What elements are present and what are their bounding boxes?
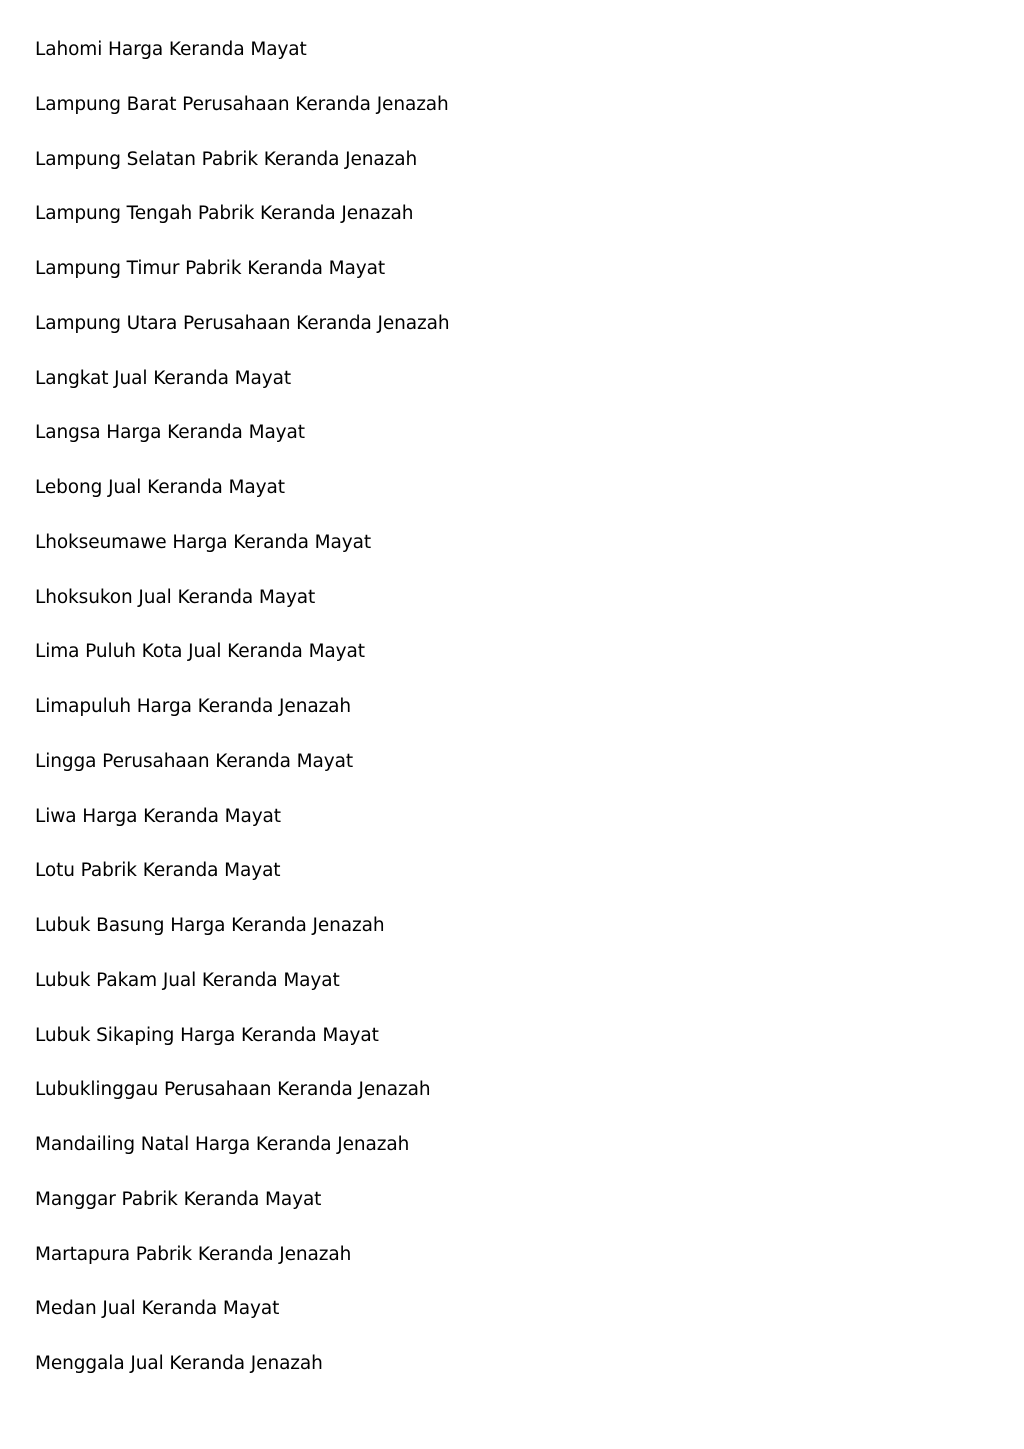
list-item-link[interactable]: Langsa Harga Keranda Mayat: [35, 422, 305, 444]
location-list: [35, 37, 450, 1406]
list-item: [35, 1077, 450, 1132]
list-item-link[interactable]: Langkat Jual Keranda Mayat: [35, 367, 291, 389]
list-item-link[interactable]: Lubuk Pakam Jual Keranda Mayat: [35, 969, 340, 991]
list-item: [35, 256, 450, 311]
list-item-link[interactable]: Liwa Harga Keranda Mayat: [35, 805, 281, 827]
list-item: [35, 147, 450, 202]
list-item: [35, 968, 450, 1023]
list-item-link[interactable]: Lhokseumawe Harga Keranda Mayat: [35, 531, 372, 553]
list-item-link[interactable]: Limapuluh Harga Keranda Jenazah: [35, 696, 352, 717]
list-item-link[interactable]: Lubuklinggau Perusahaan Keranda Jenazah: [35, 1079, 431, 1101]
list-item: [35, 858, 450, 913]
list-item-link[interactable]: Lampung Barat Perusahaan Keranda Jenazah: [35, 93, 449, 115]
list-item: [35, 1242, 450, 1297]
list-item: [35, 475, 450, 530]
list-item-link[interactable]: Lampung Utara Perusahaan Keranda Jenazah: [35, 312, 450, 334]
list-item: [35, 639, 450, 694]
list-item-link[interactable]: Mandailing Natal Harga Keranda Jenazah: [35, 1134, 410, 1155]
list-item: [35, 366, 450, 421]
list-item: [35, 1351, 450, 1406]
list-item-link[interactable]: Manggar Pabrik Keranda Mayat: [35, 1188, 322, 1210]
list-item-link[interactable]: Lampung Selatan Pabrik Keranda Jenazah: [35, 148, 418, 170]
list-item: [35, 530, 450, 585]
list-item: [35, 585, 450, 640]
list-item-link[interactable]: Medan Jual Keranda Mayat: [35, 1298, 280, 1320]
list-item-link[interactable]: Lahomi Harga Keranda Mayat: [35, 39, 307, 60]
list-item-link[interactable]: Lingga Perusahaan Keranda Mayat: [35, 750, 354, 772]
list-item: [35, 913, 450, 968]
list-item: [35, 420, 450, 475]
list-item-link[interactable]: Lebong Jual Keranda Mayat: [35, 477, 285, 498]
list-item: [35, 37, 450, 92]
list-item: [35, 694, 450, 749]
list-item-link[interactable]: Lampung Tengah Pabrik Keranda Jenazah: [35, 203, 414, 225]
list-item-link[interactable]: Lhoksukon Jual Keranda Mayat: [35, 586, 316, 608]
list-item: [35, 1187, 450, 1242]
list-item-link[interactable]: Lotu Pabrik Keranda Mayat: [35, 860, 281, 882]
list-item-link[interactable]: Lampung Timur Pabrik Keranda Mayat: [35, 258, 385, 279]
list-item: [35, 201, 450, 256]
list-item: [35, 804, 450, 859]
list-item: [35, 1023, 450, 1078]
list-item: [35, 1296, 450, 1351]
list-item: [35, 92, 450, 147]
list-item: [35, 749, 450, 804]
list-item-link[interactable]: Lima Puluh Kota Jual Keranda Mayat: [35, 641, 365, 663]
list-item-link[interactable]: Menggala Jual Keranda Jenazah: [35, 1353, 323, 1374]
list-item-link[interactable]: Lubuk Sikaping Harga Keranda Mayat: [35, 1024, 379, 1046]
list-item-link[interactable]: Lubuk Basung Harga Keranda Jenazah: [35, 915, 385, 936]
list-item: [35, 311, 450, 366]
list-item: [35, 1132, 450, 1187]
list-item-link[interactable]: Martapura Pabrik Keranda Jenazah: [35, 1243, 352, 1265]
